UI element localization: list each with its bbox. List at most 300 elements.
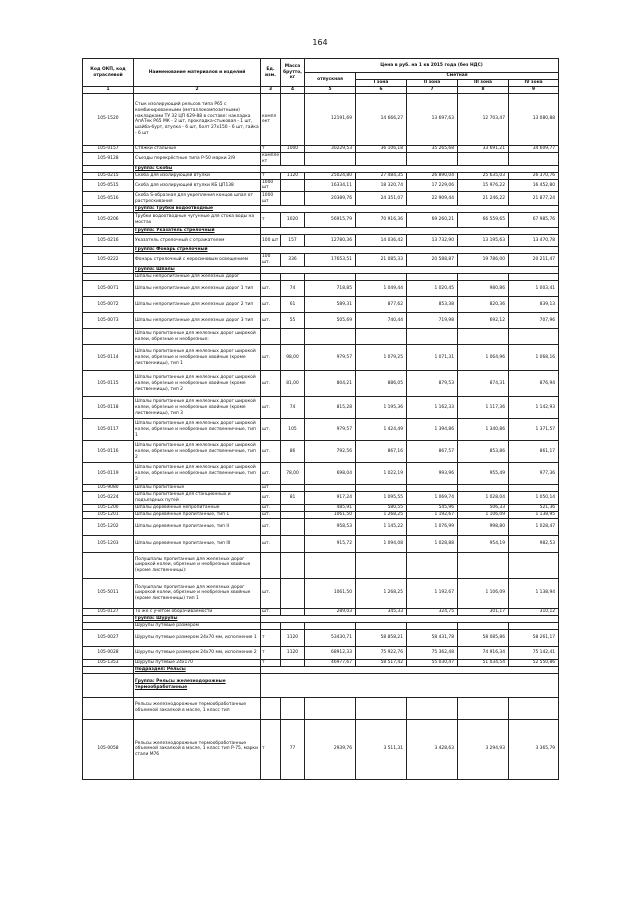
col-num: 1 [83,87,134,94]
item-name: Шпалы деревянные пропитанные, тип 1 [134,511,261,518]
table-row [83,345,559,371]
item-unit [261,622,281,629]
price-zone-3: 21 246,22 [458,192,509,206]
item-unit: 100 шт [261,235,281,247]
item-mass [281,552,305,578]
price-zone-2: 26 890,04 [407,172,458,179]
price-zone-1: 1 095,55 [356,492,407,504]
price-release: 2939,76 [305,719,356,779]
price-zone-2: 993,96 [407,463,458,485]
price-zone-2: 58 431,78 [407,629,458,646]
col-num: 4 [281,87,305,94]
table-row [83,254,559,267]
col-num: 9 [509,87,559,94]
table-row [83,504,559,511]
item-name: Шпалы деревянные непропитанные [134,504,261,511]
group-filler [261,673,559,697]
item-name: Рельсы железнодорожные термообработанные объемной закалкой в масле, 1 класс тип Р-75, марки стали М76 [134,719,261,779]
header-name: Наименование материалов и изделий [134,59,261,87]
item-name: Шпалы пропитанные для железных дорог широкой колеи, обрезные и необрезные лиственничные, тип 1 [134,419,261,441]
price-zone-4: 982,53 [509,535,559,552]
group-title: Группа: Шурупы [134,615,261,622]
item-code: 105-1202 [83,518,134,535]
price-zone-4: 1 138,94 [509,578,559,608]
price-release [305,329,356,345]
group-row [83,206,559,213]
item-name: Скоба S-образная для укрепления концов шпал от растрескивания [134,192,261,206]
col-num: 2 [134,87,261,94]
item-mass: 1000 [281,145,305,152]
price-zone-3 [458,329,509,345]
price-zone-2: 13 732,90 [407,235,458,247]
price-zone-4: 1 028,47 [509,518,559,535]
group-code-cell [83,228,134,235]
group-filler [261,615,559,622]
price-release: 505,69 [305,313,356,329]
price-zone-4: 75 142,41 [509,646,559,659]
item-unit: т [261,213,281,228]
item-unit [261,274,281,281]
table-row [83,622,559,629]
price-zone-4: 1 142,93 [509,397,559,419]
price-zone-2: 1 192,67 [407,511,458,518]
price-zone-4: 26 370,76 [509,172,559,179]
price-zone-3 [458,152,509,165]
group-row [83,615,559,622]
price-zone-3: 3 294,93 [458,719,509,779]
price-zone-4 [509,697,559,719]
price-release: 16334,11 [305,179,356,191]
price-zone-3: 58 085,86 [458,629,509,646]
item-mass: 1120 [281,646,305,659]
price-table [82,58,559,780]
price-release: 979,57 [305,419,356,441]
item-code [83,329,134,345]
group-code-cell [83,165,134,172]
item-code: 105-0215 [83,172,134,179]
item-mass [281,179,305,191]
item-name: Стык изолирующий рельсов типа Р65 с комбинированными (металлокомпозитными) накладками ТУ 32 ЦП 629-88 в составе: накладка АпАТек Р65 МК - 2 шт, прокладка-стыковая - 1 шт, шайба-бурт, втулка - 6 шт, болт 27х150 - 6 шт, гайка - 6 шт [134,93,261,145]
price-zone-3: 954,19 [458,535,509,552]
price-zone-1: 18 320,74 [356,179,407,191]
item-unit [261,697,281,719]
header-zone-3: III зона [458,80,509,87]
price-zone-1 [356,485,407,492]
price-zone-1: 1 268,25 [356,511,407,518]
price-zone-3: 692,12 [458,313,509,329]
item-name: Шпалы непропитанные для железных дорог [134,274,261,281]
price-zone-1: 1 195,36 [356,397,407,419]
group-code-cell [83,206,134,213]
table-row [83,419,559,441]
item-name: То же с учетом оборачиваемости [134,608,261,615]
price-zone-4 [509,274,559,281]
price-zone-2: 1 394,86 [407,419,458,441]
price-zone-4 [509,552,559,578]
price-release [305,552,356,578]
item-unit: т [261,719,281,779]
item-name: Скоба для изолирующей втулки [134,172,261,179]
item-mass: 55 [281,313,305,329]
item-mass [281,329,305,345]
item-unit: компле кт [262,153,280,164]
price-zone-3: 998,80 [458,518,509,535]
price-zone-4: 58 261,17 [509,629,559,646]
group-row [83,247,559,254]
price-release: 1061,50 [305,511,356,518]
item-name: Полушпалы пропитанные для железных дорог широкой колеи, обрезные и необрезные хвойные (кроме лиственницы) тип 1 [134,578,261,608]
item-code [83,697,134,719]
item-mass: 81,00 [281,371,305,397]
item-unit: компл ект [261,93,281,145]
price-zone-4: 34 609,77 [509,145,559,152]
item-name: Шпалы пропитанные для железных дорог широкой колеи, обрезные и необрезные: [134,329,261,345]
item-unit: т [261,659,281,666]
item-mass [281,622,305,629]
price-zone-3 [458,274,509,281]
item-unit: т [261,629,281,646]
price-zone-2: 1 069,74 [407,492,458,504]
item-name: Рельсы железнодорожные термообработанные объемной закалкой в масле, 1 класс тип [134,697,261,719]
item-unit: шт. [261,492,281,504]
item-name: Шпалы пропитанные для железных дорог широкой колеи, обрезные и необрезные хвойные (кроме лиственницы), тип 2 [134,371,261,397]
price-release: 698,04 [305,463,356,485]
header-code: Код ОКП, код отраслевой [83,59,134,87]
item-name: Шурупы путевые 24х170 [134,659,261,666]
item-code: 105-1200 [83,504,134,511]
item-mass [281,608,305,615]
item-name: Шпалы пропитанные [134,485,261,492]
item-unit: 1000 шт [261,192,281,206]
item-name: Съезды перекрёстные типа Р-50 марки 2/9 [134,152,261,165]
item-name: Шпалы пропитанные для железных дорог широкой колеи, обрезные и необрезные хвойные (кроме лиственницы), тип 1 [134,345,261,371]
table-row [83,274,559,281]
group-title: Подраздел: Рельсы [134,666,261,673]
item-unit: шт. [261,511,281,518]
price-release: 20389,76 [305,192,356,206]
price-zone-2: 55 030,47 [407,659,458,666]
item-mass [281,93,305,145]
item-unit: шт. [261,578,281,608]
price-zone-1: 1 049,44 [356,281,407,297]
item-name: Шпалы пропитанные для станционных и подъездных путей [134,492,261,504]
item-name: Шурупы путевые размером 24х70 мм, исполнение 1 [134,629,261,646]
col-num: 5 [305,87,356,94]
price-zone-1: 24 351,07 [356,192,407,206]
col-num: 6 [356,87,407,94]
price-zone-3 [458,697,509,719]
item-mass [281,274,305,281]
item-code: 105-1520 [83,93,134,145]
item-code: 105-0071 [83,281,134,297]
price-zone-3: 51 034,54 [458,659,509,666]
group-code-cell [83,267,134,274]
price-zone-3: 15 976,22 [458,179,509,191]
price-zone-2: 35 265,68 [407,145,458,152]
price-zone-1: 1 079,25 [356,345,407,371]
group-filler [261,228,559,235]
item-code [83,274,134,281]
table-row [83,441,559,463]
price-zone-2: 1 020,45 [407,281,458,297]
price-zone-1: 58 517,42 [356,659,407,666]
price-zone-2: 3 428,63 [407,719,458,779]
item-name: Шурупы путевые размером [134,622,261,629]
table-row [83,179,559,191]
price-zone-1: 70 916,36 [356,213,407,228]
item-code: 105-0072 [83,297,134,313]
price-zone-4 [509,485,559,492]
item-unit: шт. [261,297,281,313]
price-zone-3: 19 786,00 [458,254,509,267]
price-zone-2: 324,75 [407,608,458,615]
col-num: 3 [261,87,281,94]
table-row [83,535,559,552]
table-row [83,145,559,152]
item-mass: 61 [281,297,305,313]
price-zone-1: 1 094,08 [356,535,407,552]
price-zone-2: 17 229,06 [407,179,458,191]
price-zone-2 [407,552,458,578]
price-zone-3: 820,36 [458,297,509,313]
item-mass [281,535,305,552]
table-row [83,578,559,608]
item-unit: шт. [261,504,281,511]
price-zone-3: 955,49 [458,463,509,485]
table-row [83,371,559,397]
price-zone-3: 13 195,63 [458,235,509,247]
price-zone-2 [407,622,458,629]
table-row [83,281,559,297]
price-zone-3 [458,485,509,492]
price-zone-3: 1 117,36 [458,397,509,419]
price-release: 804,21 [305,371,356,397]
item-code: 105-0206 [83,213,134,228]
table-row [83,172,559,179]
item-mass [281,578,305,608]
price-zone-4: 1 068,16 [509,345,559,371]
item-code: 105-0119 [83,463,134,485]
item-unit: т [261,646,281,659]
price-zone-2: 1 028,88 [407,535,458,552]
group-row [83,267,559,274]
item-mass: 81 [281,492,305,504]
price-release: 589,31 [305,297,356,313]
price-release: 12191,69 [305,93,356,145]
price-zone-1: 1 145,22 [356,518,407,535]
item-name: Шпалы деревянные пропитанные, тип III [134,535,261,552]
price-release: 17653,51 [305,254,356,267]
item-name: Шпалы пропитанные для железных дорог широкой колеи, обрезные и необрезные лиственничные, тип 3 [134,463,261,485]
price-zone-1 [356,697,407,719]
price-zone-2 [407,274,458,281]
item-name: Шурупы путевые размером 24х70 мм, исполнение 2 [134,646,261,659]
header-unit: Ед. изм. [261,59,281,87]
price-zone-2: 1 162,33 [407,397,458,419]
price-zone-3: 980,86 [458,281,509,297]
item-mass: 1120 [281,629,305,646]
item-mass: 98,00 [281,345,305,371]
item-code: 105-9128 [83,152,134,165]
price-release: 25024,80 [305,172,356,179]
item-mass [281,192,305,206]
price-zone-3: 74 916,34 [458,646,509,659]
item-unit: 1000 шт [261,179,281,191]
price-release [305,697,356,719]
price-zone-2 [407,329,458,345]
price-zone-3: 1 106,09 [458,511,509,518]
item-code: 105-0118 [83,397,134,419]
price-zone-2: 719,98 [407,313,458,329]
price-zone-1: 1 424,49 [356,419,407,441]
table-row [83,552,559,578]
item-code: 105-1203 [83,535,134,552]
price-zone-4: 20 211,47 [509,254,559,267]
header-release: отпускная [305,73,356,87]
item-code [83,552,134,578]
item-unit: шт. [261,518,281,535]
price-release: 56915,79 [305,213,356,228]
price-release [305,622,356,629]
item-mass: 86 [281,441,305,463]
col-num: 7 [407,87,458,94]
price-zone-4: 861,17 [509,441,559,463]
item-code: 105-0216 [83,235,134,247]
table-row [83,297,559,313]
item-code: 105-1353 [83,659,134,666]
item-mass: 336 [281,254,305,267]
price-release: 53430,71 [305,629,356,646]
price-zone-2: 20 588,87 [407,254,458,267]
price-release [305,485,356,492]
price-zone-4: 13 470,78 [509,235,559,247]
price-zone-1 [356,274,407,281]
price-zone-2: 1 192,67 [407,578,458,608]
price-zone-2: 22 909,44 [407,192,458,206]
item-unit: шт. [261,313,281,329]
item-code: 105-0027 [83,629,134,646]
price-zone-2: 853,38 [407,297,458,313]
price-zone-4: 1 138,95 [509,511,559,518]
price-release: 792,56 [305,441,356,463]
item-unit: шт. [261,419,281,441]
price-zone-4: 1 003,41 [509,281,559,297]
price-release: 46977,67 [305,659,356,666]
price-zone-4 [509,329,559,345]
price-zone-2 [407,152,458,165]
price-release: 915,72 [305,535,356,552]
header-mass: Масса брутто, кг [281,59,305,87]
item-unit: шт. [261,281,281,297]
table-row [83,235,559,247]
price-release: 68912,33 [305,646,356,659]
price-release [305,274,356,281]
table-row [83,313,559,329]
price-zone-1 [356,552,407,578]
item-name: Шпалы пропитанные для железных дорог широкой колеи, обрезные и необрезные лиственничные, тип 2 [134,441,261,463]
price-zone-1 [356,622,407,629]
price-release: 917,24 [305,492,356,504]
header-zone-2: II зона [407,80,458,87]
price-zone-2: 69 260,21 [407,213,458,228]
group-title: Группа: Скобы [134,165,261,172]
item-code: 105-0073 [83,313,134,329]
item-mass: 1020 [281,213,305,228]
item-unit: т [261,145,281,152]
group-title: Группа: Рельсы железнодорожные термообработанные [134,673,261,697]
price-zone-2: 1 076,99 [407,518,458,535]
price-zone-2: 545,96 [407,504,458,511]
table-row [83,397,559,419]
price-zone-1: 14 666,27 [356,93,407,145]
group-title: Группа: Фонарь стрелочный [134,247,261,254]
table-row [83,192,559,206]
table-row [83,659,559,666]
price-zone-3: 1 028,04 [458,492,509,504]
item-code: 105-0058 [83,719,134,779]
group-row [83,673,559,697]
item-mass [281,697,305,719]
price-zone-4: 310,12 [509,608,559,615]
price-zone-4: 977,36 [509,463,559,485]
price-zone-4: 521,36 [509,504,559,511]
item-mass: 74 [281,281,305,297]
table-row [83,329,559,345]
group-title: Группа: Шпалы [134,267,261,274]
item-unit: шт. [261,397,281,419]
price-release: 485,91 [305,504,356,511]
item-unit: шт. [261,441,281,463]
item-unit: шт. [261,608,281,615]
table-row [83,719,559,779]
price-zone-3: 1 064,96 [458,345,509,371]
price-zone-2: 879,53 [407,371,458,397]
table-row [83,629,559,646]
price-zone-3: 853,86 [458,441,509,463]
price-zone-4: 13 080,88 [509,93,559,145]
group-filler [261,666,559,673]
price-zone-3: 301,17 [458,608,509,615]
price-zone-4: 1 371,57 [509,419,559,441]
price-zone-4: 16 452,80 [509,179,559,191]
item-mass: 1120 [281,172,305,179]
item-code: 105-0114 [83,345,134,371]
item-code: 105-0515 [83,179,134,191]
item-name: Стяжки стальные [134,145,261,152]
item-unit: шт. [261,535,281,552]
price-zone-1 [356,329,407,345]
group-filler [261,247,559,254]
price-zone-3 [458,622,509,629]
col-num: 8 [458,87,509,94]
item-mass [281,152,305,165]
item-mass: 74 [281,397,305,419]
price-zone-1: 1 022,19 [356,463,407,485]
item-code: 105-0157 [83,145,134,152]
price-release: 979,57 [305,345,356,371]
item-mass [281,659,305,666]
table-row [83,608,559,615]
price-zone-4: 1 050,14 [509,492,559,504]
price-zone-3: 66 559,65 [458,213,509,228]
price-zone-4: 839,13 [509,297,559,313]
item-code: 105-0117 [83,419,134,441]
price-zone-1: 1 268,25 [356,578,407,608]
item-mass: 105 [281,419,305,441]
price-zone-1: 27 484,35 [356,172,407,179]
table-row [83,518,559,535]
price-zone-4: 52 550,86 [509,659,559,666]
